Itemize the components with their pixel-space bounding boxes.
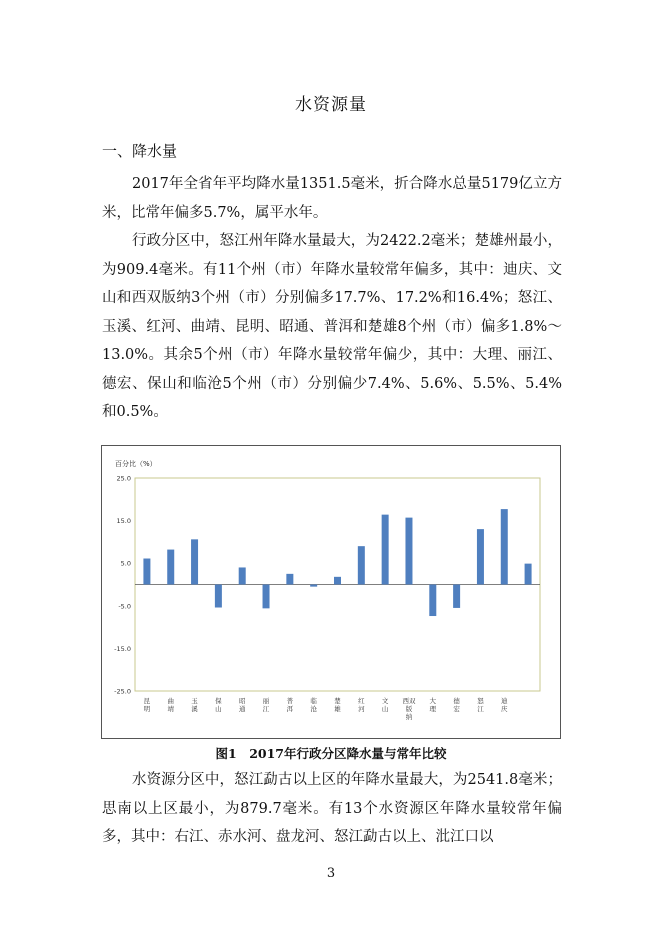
section-heading: 一、降水量 (102, 142, 178, 160)
paragraph-2: 行政分区中，怒江州年降水量最大，为2422.2毫米；楚雄州最小，为909.4毫米。有11个州（市）年降水量较常年偏多，其中：迪庆、文山和西双版纳3个州（市）分别偏多17.7%、17.2%和16.4%；怒江、玉溪、红河、曲靖、昆明、昭通、普洱和楚雄8个州（市）偏多1.8%～13.0%。其余5个州（市）年降水量较常年偏少，其中：大理、丽江、德宏、保山和临沧5个州（市）分别偏少7.4%、5.6%、5.5%、5.4%和0.5%。 (102, 233, 562, 420)
bar (477, 529, 484, 584)
bar (429, 585, 436, 617)
x-tick-label: 保山 (215, 697, 222, 713)
x-tick-label: 红河 (358, 697, 365, 713)
x-tick-label: 迪庆 (501, 697, 508, 713)
chart-svg (102, 446, 560, 738)
y-tick-label: -25.0 (114, 687, 131, 696)
bar (263, 585, 270, 609)
x-tick-label: 昭通 (238, 697, 246, 713)
y-tick-label: 5.0 (120, 559, 131, 568)
bar (239, 567, 246, 584)
x-tick-label: 曲靖 (167, 697, 174, 713)
bar (334, 577, 341, 585)
bar (191, 539, 198, 584)
y-tick-label: 15.0 (116, 517, 131, 526)
bar (286, 574, 293, 585)
bar (358, 546, 365, 584)
bar (525, 564, 532, 585)
y-tick-label: 25.0 (116, 474, 131, 483)
bar (382, 515, 389, 585)
x-tick-label: 丽江 (262, 697, 270, 713)
paragraph-1: 2017年全省年平均降水量1351.5毫米，折合降水总量5179亿立方米，比常年偏多5.7%，属平水年。 (102, 176, 562, 221)
x-tick-label: 普洱 (286, 697, 294, 713)
x-tick-label: 西双版纳 (402, 697, 416, 721)
bar (143, 559, 150, 585)
x-tick-label: 临沧 (310, 697, 317, 713)
x-tick-label: 玉溪 (191, 697, 198, 713)
bar (453, 585, 460, 608)
x-tick-label: 昆明 (143, 697, 151, 713)
y-tick-label: -15.0 (114, 644, 131, 653)
x-tick-label: 楚雄 (334, 697, 341, 713)
x-tick-label: 德宏 (453, 697, 460, 713)
bar (310, 585, 317, 587)
bar (501, 509, 508, 584)
x-tick-label: 怒江 (477, 697, 484, 713)
figure-caption: 图1 2017年行政分区降水量与常年比较 (215, 746, 447, 761)
x-tick-label: 文山 (381, 697, 389, 713)
bar (215, 585, 222, 608)
paragraph-3: 水资源分区中，怒江勐古以上区的年降水量最大，为2541.8毫米；思南以上区最小，为879.7毫米。有13个水资源区年降水量较常年偏多，其中：右江、赤水河、盘龙河、怒江勐古以上、沘江口以 (102, 772, 562, 845)
bar (405, 518, 412, 585)
page-number: 3 (326, 866, 336, 881)
x-tick-label: 大理 (429, 697, 437, 713)
bar (167, 550, 174, 585)
y-tick-label: -5.0 (118, 602, 131, 611)
y-axis-label: 百分比（%） (115, 460, 157, 468)
page-title: 水资源量 (295, 95, 367, 115)
precipitation-chart (101, 445, 561, 739)
